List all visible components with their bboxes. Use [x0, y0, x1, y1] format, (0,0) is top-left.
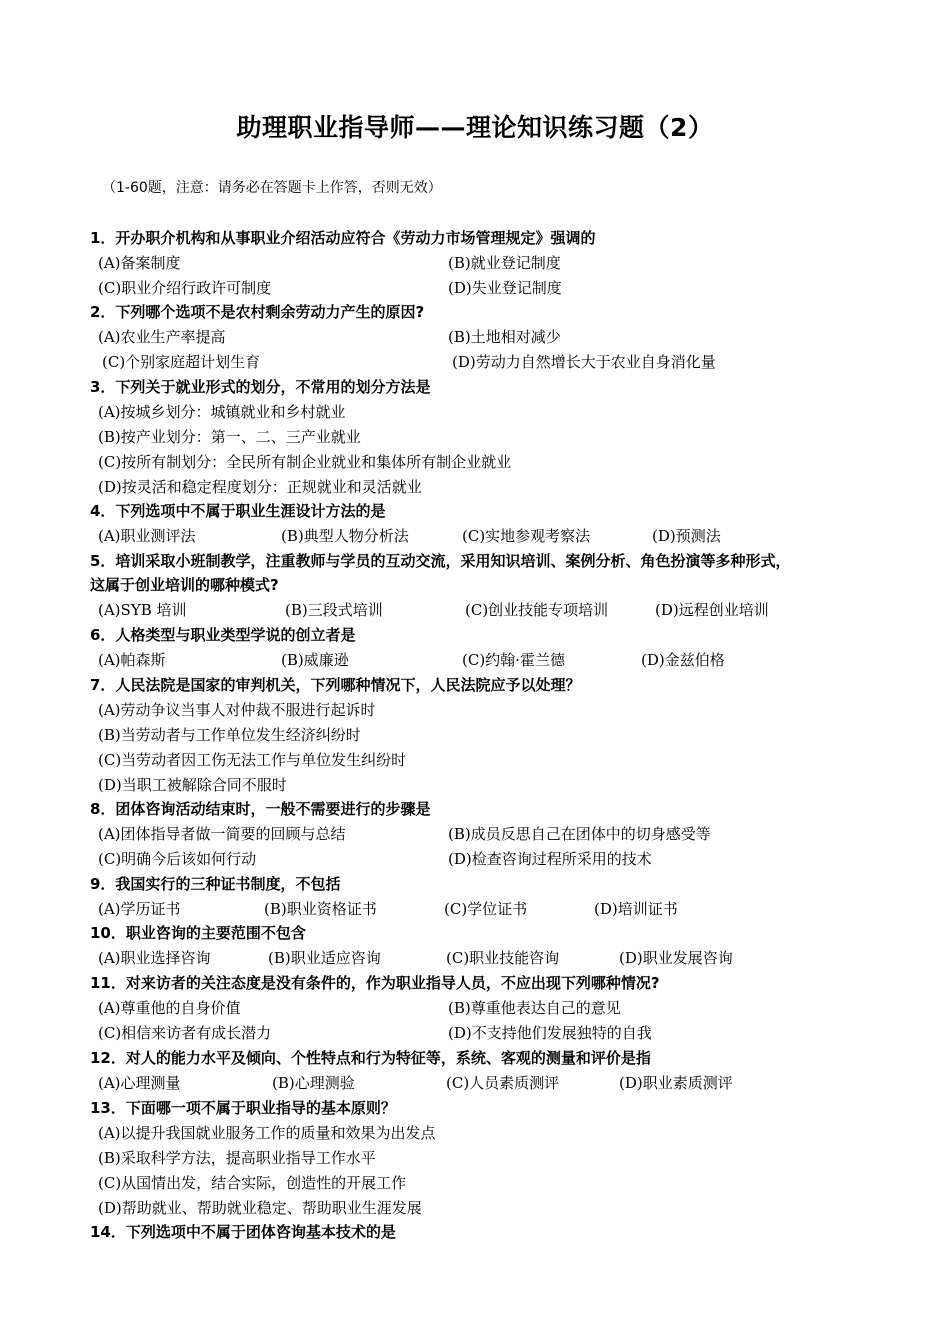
option: (C)明确今后该如何行动: [98, 850, 257, 868]
question-13: 13．下面哪一项不属于职业指导的基本原则？: [90, 1099, 396, 1117]
option: (D)当职工被解除合同不服时: [98, 776, 287, 794]
option: (D)金兹伯格: [641, 651, 725, 669]
option: (C)人员素质测评: [446, 1074, 560, 1092]
option: (D)职业素质测评: [619, 1074, 733, 1092]
question-1: 1．开办职介机构和从事职业介绍活动应符合《劳动力市场管理规定》强调的: [90, 229, 596, 247]
option: (A)团体指导者做一简要的回顾与总结: [98, 825, 346, 843]
option: (A)职业测评法: [98, 527, 196, 545]
option: (C)实地参观考察法: [462, 527, 591, 545]
option: (D)帮助就业、帮助就业稳定、帮助职业生涯发展: [98, 1199, 422, 1217]
exam-instruction: （1-60题，注意：请务必在答题卡上作答，否则无效）: [102, 180, 442, 196]
option: (D)劳动力自然增长大于农业自身消化量: [452, 353, 716, 371]
option: (C)个别家庭超计划生育: [102, 353, 261, 371]
option: (B)当劳动者与工作单位发生经济纠纷时: [98, 726, 361, 744]
option: (B)典型人物分析法: [281, 527, 409, 545]
option: (C)职业介绍行政许可制度: [98, 279, 272, 297]
option: (C)相信来访者有成长潜力: [98, 1024, 272, 1042]
question-5: 5．培训采取小班制教学，注重教师与学员的互动交流，采用知识培训、案例分析、角色扮演等多种形式，: [90, 552, 791, 570]
question-10: 10．职业咨询的主要范围不包含: [90, 924, 306, 942]
option: (A)按城乡划分：城镇就业和乡村就业: [98, 403, 346, 421]
option: (A)SYB 培训: [98, 601, 187, 619]
option: (D)远程创业培训: [655, 601, 769, 619]
option: (C)约翰·霍兰德: [462, 651, 565, 669]
option: (A)尊重他的自身价值: [98, 999, 241, 1017]
option: (D)预测法: [652, 527, 721, 545]
question-2: 2．下列哪个选项不是农村剩余劳动力产生的原因?: [90, 303, 425, 321]
option: (B)按产业划分：第一、二、三产业就业: [98, 428, 361, 446]
question-14: 14．下列选项中不属于团体咨询基本技术的是: [90, 1223, 396, 1241]
question-12: 12．对人的能力水平及倾向、个性特点和行为特征等，系统、客观的测量和评价是指: [90, 1049, 651, 1067]
question-3: 3．下列关于就业形式的划分，不常用的划分方法是: [90, 378, 431, 396]
option: (B)心理测验: [272, 1074, 355, 1092]
option: (A)劳动争议当事人对仲裁不服进行起诉时: [98, 701, 376, 719]
option: (A)帕森斯: [98, 651, 166, 669]
option: (A)农业生产率提高: [98, 328, 226, 346]
question-8: 8．团体咨询活动结束时，一般不需要进行的步骤是: [90, 800, 431, 818]
option: (C)学位证书: [444, 900, 528, 918]
document-title: 助理职业指导师——理论知识练习题（2）: [236, 113, 714, 142]
option: (D)按灵活和稳定程度划分：正规就业和灵活就业: [98, 478, 422, 496]
option: (C)按所有制划分：全民所有制企业就业和集体所有制企业就业: [98, 453, 512, 471]
option: (A)备案制度: [98, 254, 181, 272]
option: (D)失业登记制度: [448, 279, 562, 297]
question-9: 9．我国实行的三种证书制度，不包括: [90, 875, 341, 893]
option: (B)土地相对减少: [448, 328, 561, 346]
option: (D)职业发展咨询: [619, 949, 733, 967]
option: (C)创业技能专项培训: [465, 601, 609, 619]
option: (A)以提升我国就业服务工作的质量和效果为出发点: [98, 1124, 436, 1142]
question-4: 4．下列选项中不属于职业生涯设计方法的是: [90, 502, 386, 520]
option: (B)尊重他表达自己的意见: [448, 999, 621, 1017]
option: (D)不支持他们发展独特的自我: [448, 1024, 652, 1042]
option: (C)从国情出发，结合实际，创造性的开展工作: [98, 1174, 407, 1192]
option: (B)采取科学方法，提高职业指导工作水平: [98, 1149, 376, 1167]
option: (B)威廉逊: [281, 651, 349, 669]
option: (B)三段式培训: [285, 601, 383, 619]
option: (B)成员反思自己在团体中的切身感受等: [448, 825, 711, 843]
option: (A)心理测量: [98, 1074, 181, 1092]
option: (A)职业选择咨询: [98, 949, 211, 967]
option: (D)培训证书: [594, 900, 678, 918]
question-7: 7．人民法院是国家的审判机关，下列哪种情况下，人民法院应予以处理？: [90, 676, 581, 694]
option: (C)当劳动者因工伤无法工作与单位发生纠纷时: [98, 751, 407, 769]
option: (B)职业资格证书: [264, 900, 377, 918]
option: (D)检查咨询过程所采用的技术: [448, 850, 652, 868]
option: (C)职业技能咨询: [446, 949, 560, 967]
question-11: 11．对来访者的关注态度是没有条件的，作为职业指导人员，不应出现下列哪种情况?: [90, 974, 660, 992]
option: (A)学历证书: [98, 900, 181, 918]
question-5-continued: 这属于创业培训的哪种模式?: [90, 576, 279, 594]
question-6: 6．人格类型与职业类型学说的创立者是: [90, 626, 356, 644]
option: (B)就业登记制度: [448, 254, 561, 272]
option: (B)职业适应咨询: [268, 949, 381, 967]
